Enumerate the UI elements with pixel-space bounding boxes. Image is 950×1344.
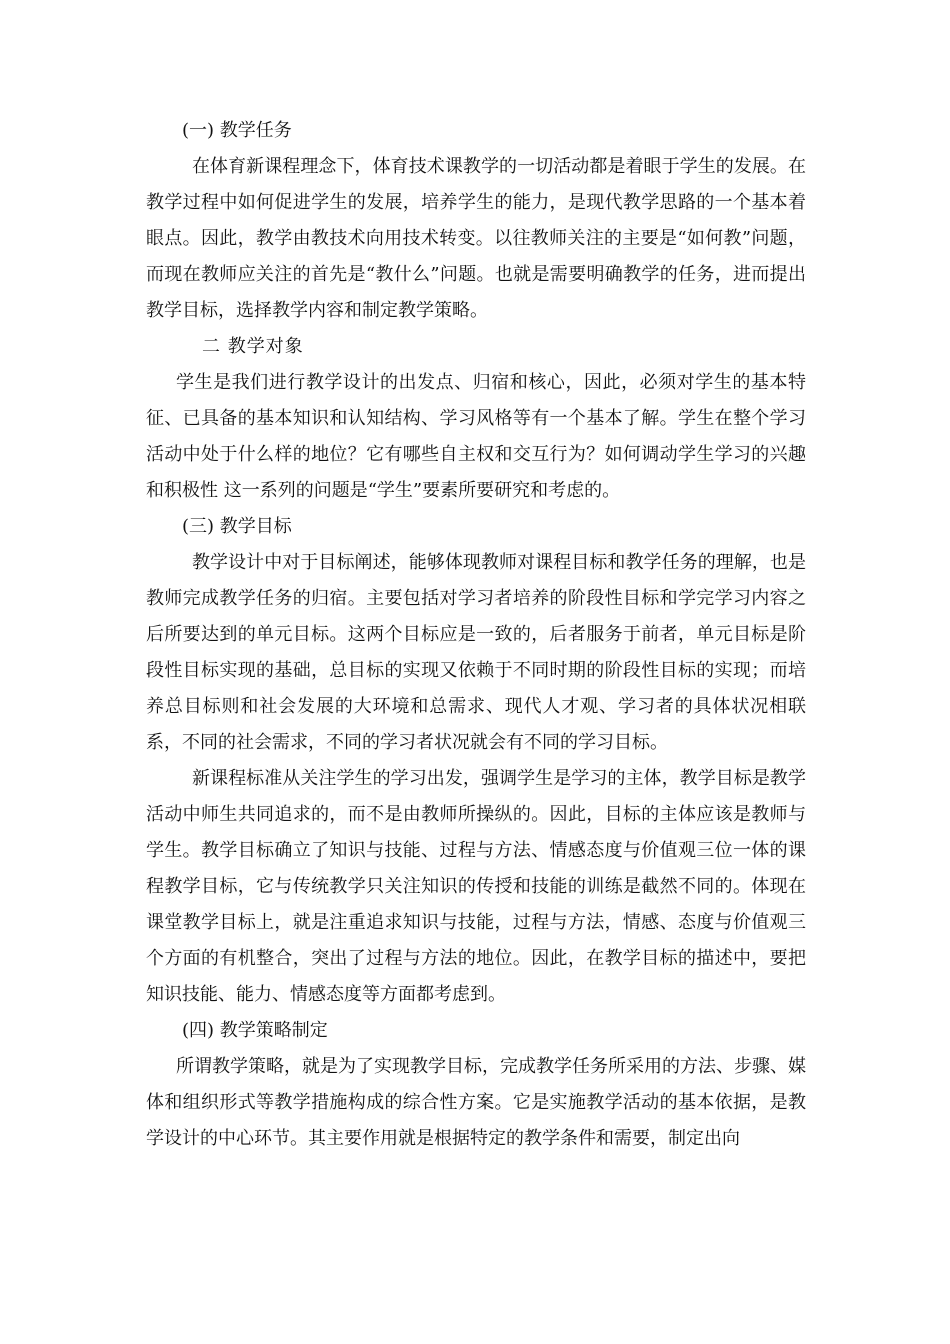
paragraph-teaching-goal-2: 新课程标准从关注学生的学习出发，强调学生是学习的主体，教学目标是教学活动中师生共同追求的，而不是由教师所操纵的。因此，目标的主体应该是教师与学生。教学目标确立了知识与技能、过程与方法、情感态度与价值观三位一体的课程教学目标，它与传统教学只关注知识的传授和技能的训练是截然不同的。体现在课堂教学目标上，就是注重追求知识与技能，过程与方法，情感、态度与价值观三个方面的有机整合，突出了过程与方法的地位。因此，在教学目标的描述中，要把知识技能、能力、情感态度等方面都考虑到。 (146, 768, 806, 1005)
document-body (146, 113, 806, 1157)
paragraph-teaching-strategy: 所谓教学策略，就是为了实现教学目标，完成教学任务所采用的方法、步骤、媒体和组织形式等教学措施构成的综合性方案。它是实施教学活动的基本依据，是教学设计的中心环节。其主要作用就是根据特定的教学条件和需要，制定出向 (146, 1056, 806, 1149)
section-heading-teaching-strategy: (四) 教学策略制定 (182, 1020, 328, 1041)
section-heading-teaching-goal: (三) 教学目标 (182, 516, 292, 537)
section-heading-teaching-task: (一) 教学任务 (182, 120, 292, 141)
paragraph-teaching-object: 学生是我们进行教学设计的出发点、归宿和核心，因此，必须对学生的基本特征、已具备的基本知识和认知结构、学习风格等有一个基本了解。学生在整个学习活动中处于什么样的地位？它有哪些自主权和交互行为？如何调动学生学习的兴趣和积极性 这一系列的问题是“学生”要素所要研究和考虑的。 (146, 372, 806, 501)
paragraph-teaching-task: 在体育新课程理念下，体育技术课教学的一切活动都是着眼于学生的发展。在教学过程中如何促进学生的发展，培养学生的能力，是现代教学思路的一个基本着眼点。因此，教学由教技术向用技术转变。以往教师关注的主要是“如何教”问题，而现在教师应关注的首先是“教什么”问题。也就是需要明确教学的任务，进而提出教学目标，选择教学内容和制定教学策略。 (146, 156, 806, 321)
paragraph-teaching-goal-1: 教学设计中对于目标阐述，能够体现教师对课程目标和教学任务的理解，也是教师完成教学任务的归宿。主要包括对学习者培养的阶段性目标和学完学习内容之后所要达到的单元目标。这两个目标应是一致的，后者服务于前者，单元目标是阶段性目标实现的基础，总目标的实现又依赖于不同时期的阶段性目标的实现；而培养总目标则和社会发展的大环境和总需求、现代人才观、学习者的具体状况相联系，不同的社会需求，不同的学习者状况就会有不同的学习目标。 (146, 552, 806, 753)
section-heading-teaching-object: 二 教学对象 (202, 336, 304, 357)
